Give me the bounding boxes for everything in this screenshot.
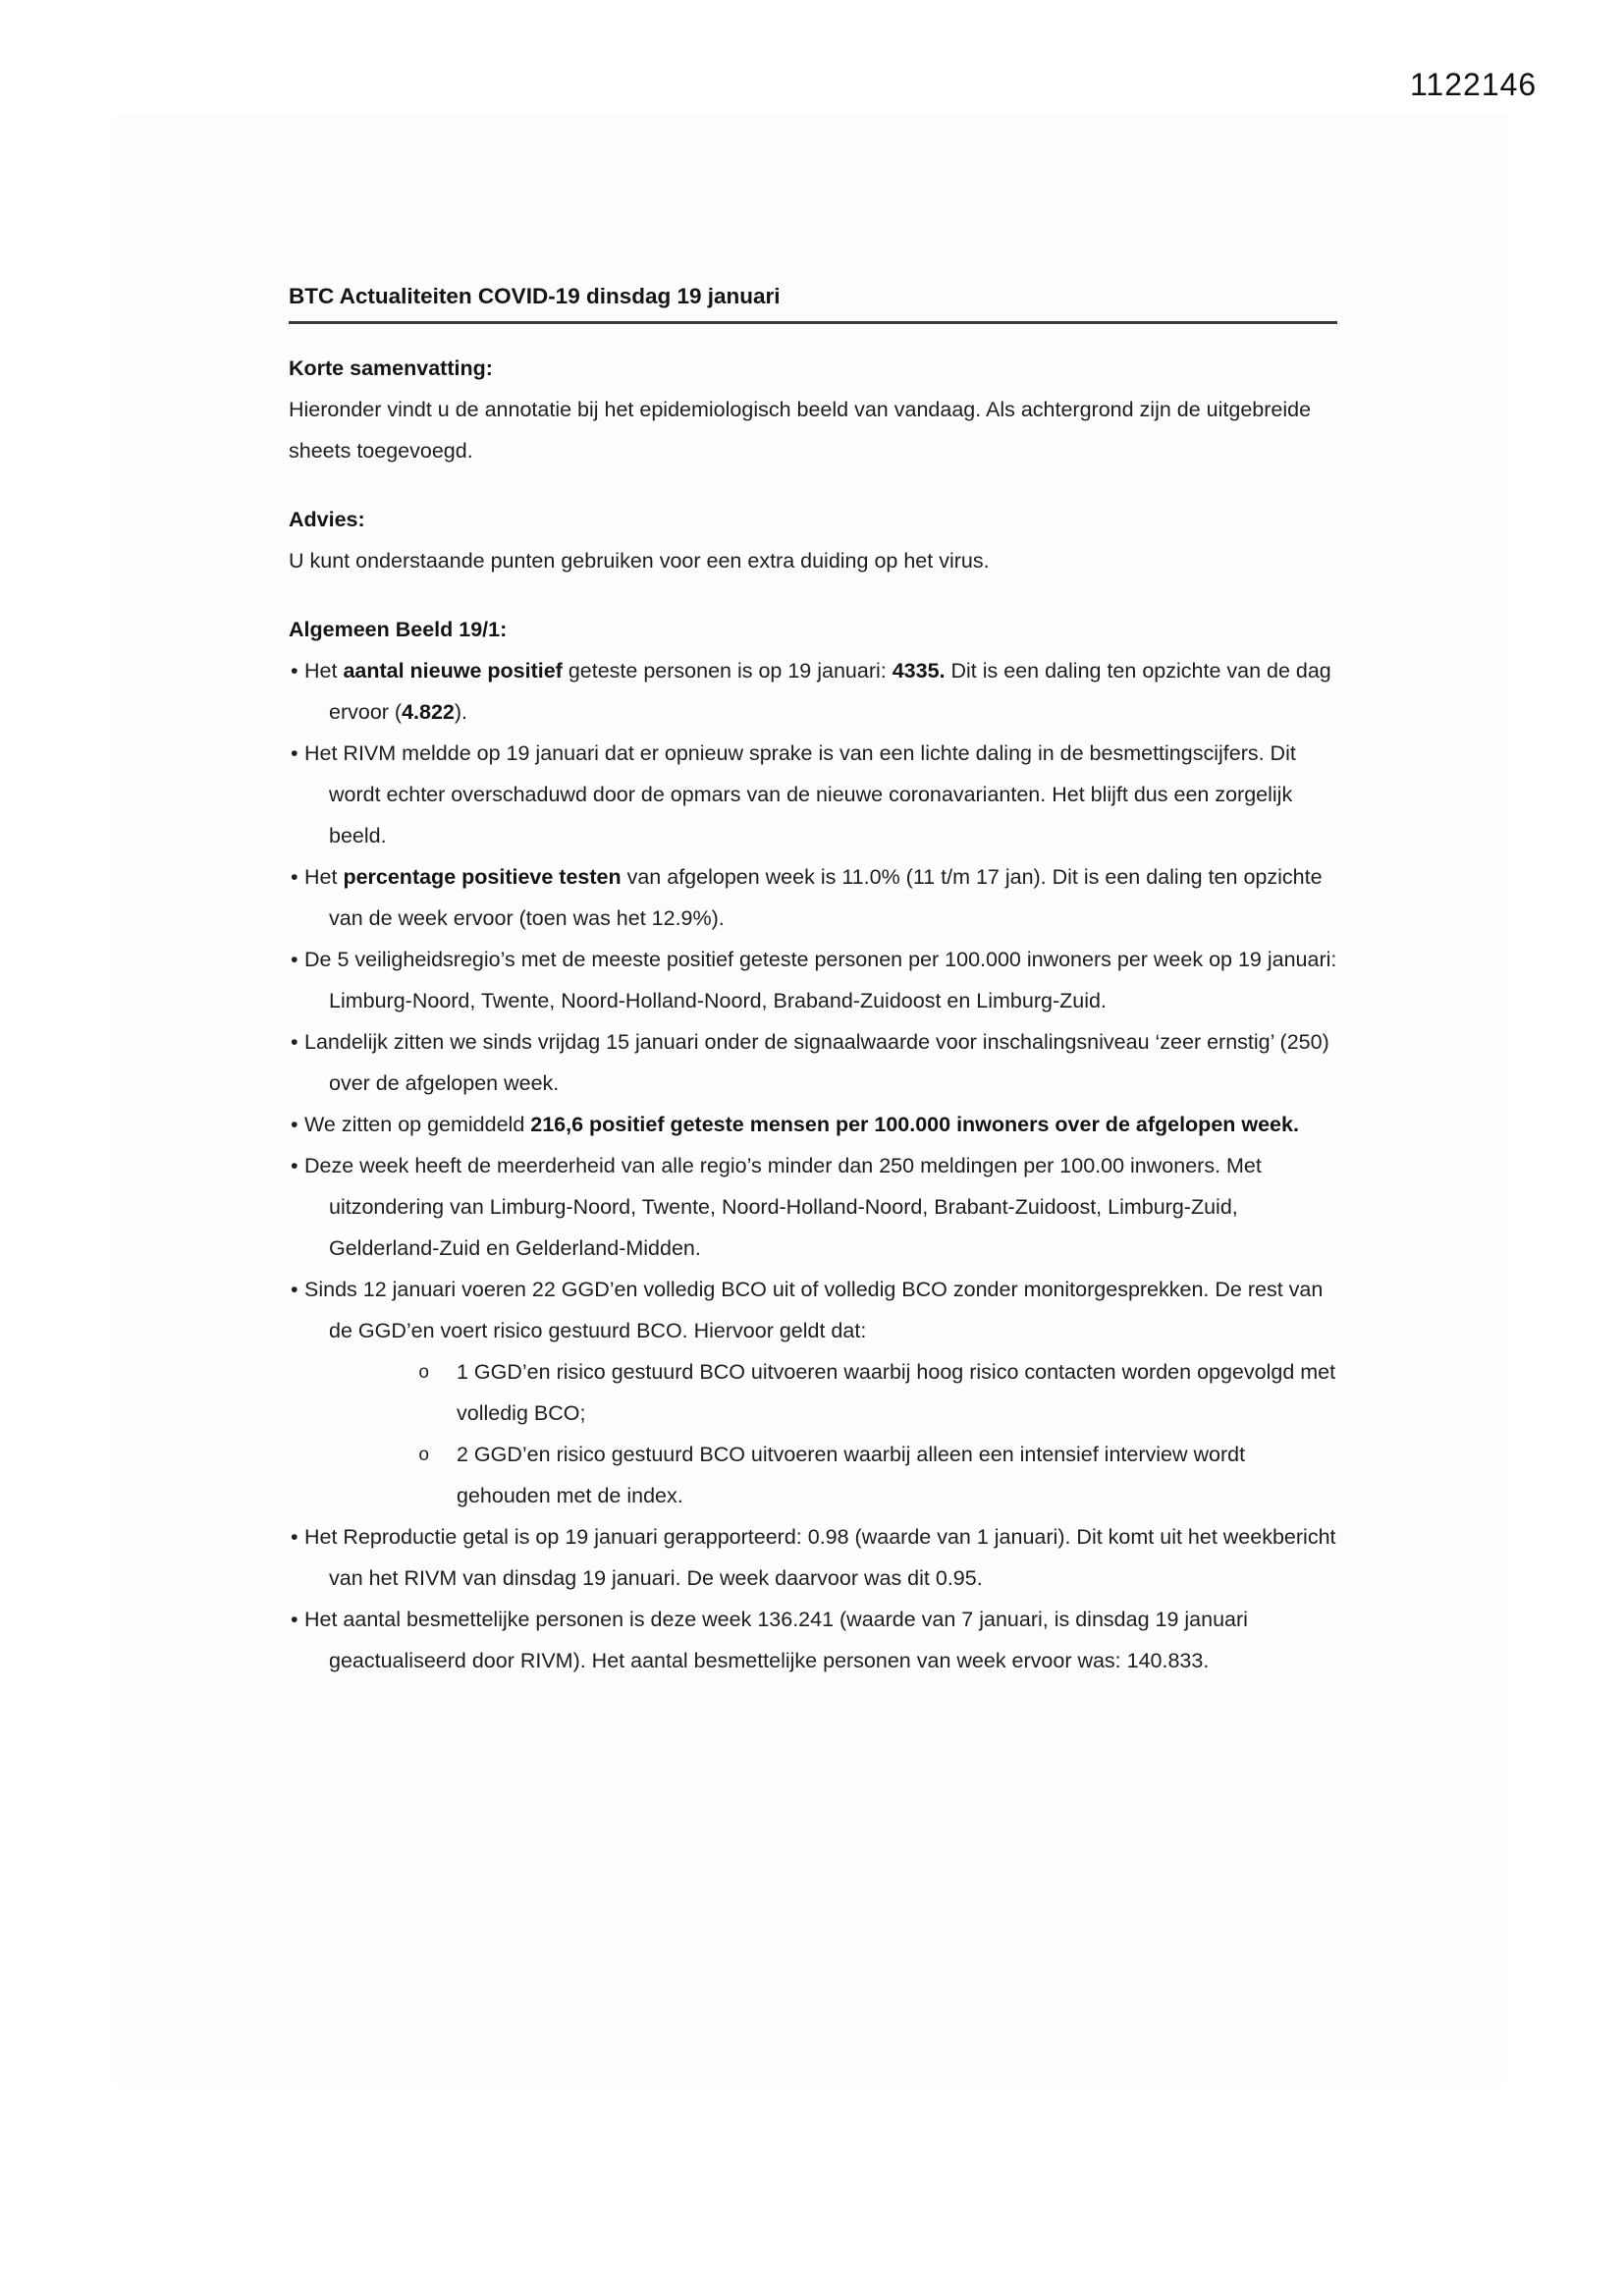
text-run: Het [304, 659, 344, 683]
bullet-marker-icon: • [291, 948, 298, 971]
bullet-marker-icon: • [291, 865, 298, 889]
text-run: Korte samenvatting: [289, 356, 493, 380]
sub-bullet-item [289, 1351, 1344, 1434]
bullet-item [289, 1269, 1344, 1351]
text-run: Dit is een daling ten opzichte van de dag ervoor ( [329, 659, 1331, 724]
bullet-item [289, 1145, 1344, 1269]
bullet-marker-icon: • [291, 1030, 298, 1054]
page-number-label: 1122146 [1410, 67, 1538, 102]
bullet-marker-icon: • [291, 659, 298, 683]
text-run: Het Reproductie getal is op 19 januari gerapporteerd: 0.98 (waarde van 1 januari). Dit komt uit het weekbericht van het RIVM van dinsdag 19 januari. De week daarvoor was dit 0.95. [304, 1525, 1336, 1590]
bullet-marker-icon: • [291, 1608, 298, 1631]
bullet-item [289, 939, 1344, 1021]
bullet-item [289, 650, 1344, 733]
bullet-item [289, 856, 1344, 939]
text-run: 2 GGD’en risico gestuurd BCO uitvoeren waarbij alleen een intensief interview wordt gehouden met de index. [457, 1443, 1246, 1507]
document-title: BTC Actualiteiten COVID-19 dinsdag 19 januari [289, 284, 1337, 324]
bullet-item [289, 1104, 1344, 1145]
text-run: geteste personen is op 19 januari: [568, 659, 893, 683]
text-run: 216,6 positief geteste mensen per 100.000 inwoners over de afgelopen week. [530, 1113, 1299, 1136]
text-run: 4335. [892, 659, 946, 683]
bullet-item [289, 733, 1344, 856]
bullet-marker-icon: • [291, 1525, 298, 1549]
section-heading [289, 499, 1344, 540]
text-run: Advies: [289, 508, 365, 531]
text-run: percentage positieve testen [343, 865, 622, 889]
text-run: Deze week heeft de meerderheid van alle regio’s minder dan 250 meldingen per 100.00 inwoners. Met uitzondering van Limburg-Noord, Twente, Noord-Holland-Noord, Brabant-Zuidoost, Limburg-Zuid, Gelderland-Zuid en Gelderland-Midden. [304, 1154, 1262, 1260]
document-content [289, 284, 1344, 1681]
sub-bullet-item [289, 1434, 1344, 1516]
text-run: 1 GGD’en risico gestuurd BCO uitvoeren waarbij hoog risico contacten worden opgevolgd met volledig BCO; [457, 1360, 1336, 1425]
text-run: Het aantal besmettelijke personen is deze week 136.241 (waarde van 7 januari, is dinsdag 19 januari geactualiseerd door RIVM). Het aantal besmettelijke personen van week ervoor was: 140.833. [304, 1608, 1248, 1672]
paragraph [289, 540, 1344, 581]
bullet-item [289, 1599, 1344, 1681]
bullet-item [289, 1021, 1344, 1104]
bullet-marker-icon: • [291, 1113, 298, 1136]
text-run: Sinds 12 januari voeren 22 GGD’en volledig BCO uit of volledig BCO zonder monitorgesprekken. De rest van de GGD’en voert risico gestuurd BCO. Hiervoor geldt dat: [304, 1278, 1324, 1342]
text-run: aantal nieuwe positief [343, 659, 568, 683]
text-run: U kunt onderstaande punten gebruiken voor een extra duiding op het virus. [289, 549, 990, 573]
text-run: Algemeen Beeld 19/1: [289, 618, 508, 641]
section-heading [289, 609, 1344, 650]
sub-bullet-marker-icon: o [418, 1362, 430, 1384]
bullet-item [289, 1516, 1344, 1599]
bullet-marker-icon: • [291, 1278, 298, 1301]
text-run: We zitten op gemiddeld [304, 1113, 531, 1136]
document-page [115, 115, 1506, 2084]
text-run: ). [454, 700, 468, 724]
document-body [289, 324, 1344, 1681]
text-run: De 5 veiligheidsregio’s met de meeste positief geteste personen per 100.000 inwoners per week op 19 januari: Limburg-Noord, Twente, Noord-Holland-Noord, Braband-Zuidoost en Limburg-Zuid. [304, 948, 1337, 1012]
text-run: Het RIVM meldde op 19 januari dat er opnieuw sprake is van een lichte daling in de besmettingscijfers. Dit wordt echter overschaduwd door de opmars van de nieuwe coronavarianten. Het blijft dus een zorgelijk beeld. [304, 741, 1296, 847]
bullet-marker-icon: • [291, 1154, 298, 1177]
text-run: Landelijk zitten we sinds vrijdag 15 januari onder de signaalwaarde voor inschalingsniveau ‘zeer ernstig’ (250) over de afgelopen week. [304, 1030, 1329, 1095]
paragraph-spacer [289, 471, 1344, 499]
paragraph-spacer [289, 581, 1344, 609]
section-heading [289, 348, 1344, 389]
bullet-marker-icon: • [291, 741, 298, 765]
text-run: Hieronder vindt u de annotatie bij het epidemiologisch beeld van vandaag. Als achtergrond zijn de uitgebreide sheets toegevoegd. [289, 398, 1312, 463]
text-run: Het [304, 865, 344, 889]
text-run: van afgelopen week is 11.0% (11 t/m 17 jan). Dit is een daling ten opzichte van de week ervoor (toen was het 12.9%). [329, 865, 1323, 930]
paragraph [289, 389, 1344, 471]
text-run: 4.822 [402, 700, 455, 724]
sub-bullet-marker-icon: o [418, 1445, 430, 1466]
